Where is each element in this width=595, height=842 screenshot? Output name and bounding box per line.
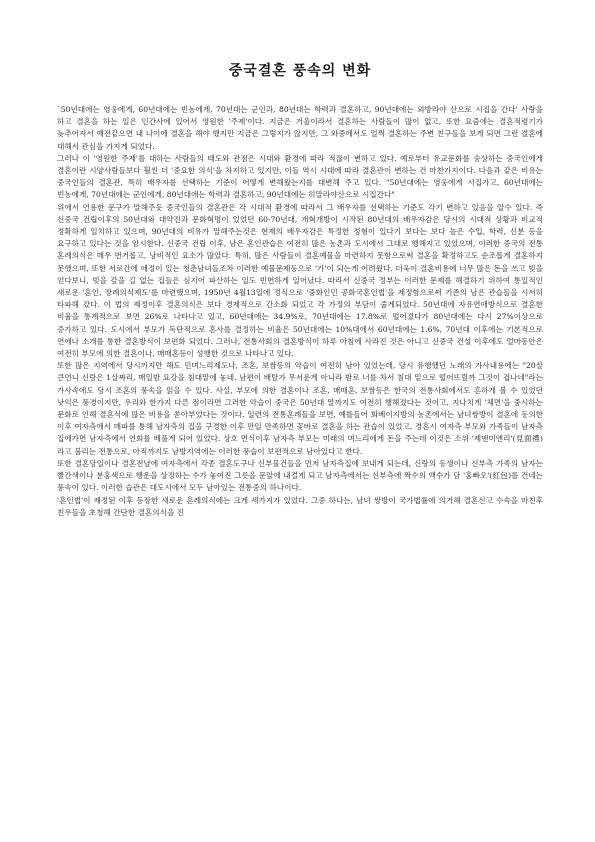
document-body [57,104,543,519]
paragraph: 그러나 이 '영원한 주제'를 대하는 사람들의 태도와 관점은 시대와 환경에 따라 적잖이 변하고 있다. 예로부터 유교문화를 숭상하는 중국인에게 결혼이란 시양사람들보다 훨씬 더 '중요한 의식'을 차지하고 있지만, 이들 역시 시대에 따라 결혼관이 변하는 건 마찬가지이다. 다음과 같은 비유는 중국인들의 결혼관, 특히 배우자를 선택하는 기준이 어떻게 변해왔는지를 대변해 주고 있다. "50년대에는 영웅에게 시집가고, 60년대에는 빈농에게, 70년대에는 군인에게, 80년대에는 학력과 결혼하고, 90년대에는 히말라야산으로 시집간다" [57,153,543,200]
document-title: 중국결혼 풍속의 변화 [228,63,372,79]
paragraph: `50년대에는 영웅에게, 60년대에는 빈농에게, 70년대는 군인과, 80년대는 학력과 결혼하고, 90년대에는 외방라야 산으로 시집을 간다' 사랑을 하고 결혼을 하는 일은 인간사에 있어서 영원한 '주제'이다. 지금은 거울이라서 결혼하는 사람들이 많이 없고, 또한 요즘에는 결혼적령기가 늦추어져서 예전같으면 내 나이에 결혼을 해야 했지만 지금은 그렇지가 않지만, 그 와중에서도 얼쩍 결혼하는 주변 친구들을 보게 되면 그런 결혼에 대해서 관심을 가지게 되었다. [57,105,543,151]
paragraph: 또한 결혼당일이나 결혼전날에 여자측에서 각종 결혼도구나 신부물건들을 먼저 남자측집에 보내게 되는데, 신랑의 동생이나 신부측 가족의 남자는 빨간색이나 분홍색으로 행운을 상징하는 수가 놓여진 그릇을 문앞에 내걸게 되고 남자측에서는 신부측에 짝수의 액수가 담 '홍빠오'(紅包)를 건네는 풍속이 있다. 이러한 습관은 대도시에서 모두 남아있는 전통중의 하나이다. [57,458,543,493]
paragraph: 위에서 언용한 문구가 말해주듯 중국인들의 결혼관은 각 시대적 환경에 따라서 그 배우자를 선택하는 기준도 각기 변하고 있음을 알수 있다. 즉 신중국 건립이후의 50년대와 대약진과 문화혁명이 있었던 60-70년대, 개혁개방이 시작된 80년대의 배우자감은 당시의 시대적 상황과 비교적 정확하게 일치하고 있으며, 90년대의 비유가 말해주는것은 현재의 배우자감은 특정한 정형이 있다기 보다는 보다 높은 수입, 학력, 신분 등을 요구하고 있다는 것을 암시한다. 신중국 건립 이후, 남은 혼인관습은 여전히 많은 농촌과 도시에서 그대로 행해지고 있었으며, 이러한 중국의 전통 혼례의식은 매우 번거롭고, 낭비적인 요소가 많았다. 특히, 많은 사람들이 결혼예물을 마련하지 못함으로써 결혼을 확정하고도 순조롭게 결혼하지 못했으며, 또한 서로간에 애정이 있는 청춘남녀들조차 이러한 예물문제등으로 '가'이 되는게 어려웠다. 더욱이 결혼비용에 너무 많은 돈을 쓰고 빚을 얻다보니, 빚을 갚을 길 없는 집들은 심지어 파산하는 일도 빈번하게 일어났다. 따라서 신중국 정부는 이러한 문제를 해결하기 위하여 통일적인 새로운 '혼인, 장례의식제도'를 마련했으며, 1950년 4월13일에 정식으로 '중화인민 공화국혼인법'을 제정함으로써 기존의 남은 관습들을 시서히 타파해 갔다. 이 법의 제정이후 결혼의식은 보다 경제적으로 간소화 되었고 각 가정의 부담이 줄게되었다. 50년대에 자유연애방식으로 결혼한 비율을 통계적으로 보면 26%로 나타나고 있고, 60년대에는 34.9%로, 70년대에는 17.8%로 떨어졌다가 80년대에는 다시 27%이상으로 증가하고 있다. 도시에서 부모가 독단적으로 혼사를 결정하는 비율은 50년대에는 10%대에서 60년대에는 1.6%, 70년대 이후에는 기본적으로 연애나 소개를 통한 결혼방식이 보편화 되었다. 그러나, 전통사회의 결혼방식이 하루 아침에 사라진 것은 아니고 신중국 건설 이후에도 얼마동안은 여전히 부모에 의한 결혼이나, 매매혼등이 성행한 것으로 나타나고 있다. [57,202,543,359]
paragraph: '혼인법'이 제정된 이후 등장한 새로운 혼례의식에는 크게 세가지가 있었다. 그중 하나는, 남녀 쌍방이 국가법률에 의거해 결혼신고 수속을 마친후 친우들을 초청해 간단한 결혼의식을 진 [57,495,543,517]
paragraph: 또한 많은 지역에서 당시까지만 해도 민며느리제도나, 조혼, 보쌈등의 악습이 여전히 남아 있었는데, 당시 유행했던 노래의 가사내용에는 "20살 큰언니 신랑은 1살짜리, 매일밤 요강을 침대맡에 놓네. 남편이 배탈가 무서운게 아니라 밤로 너를 차서 침대 밑으로 떨어뜨릴까 그것이 겁나네"라는 가사속에도 당시 조혼의 풍속을 읽을 수 있다. 사실, 부모에 의한 결혼이나 조혼, 매매혼, 보쌈등은 한국의 전통사회에서도 흔하게 볼 수 있었던 낫익은 풍경이지만, 우리와 한가지 다른 점이라면 그러한 악습이 중국은 50년대 말까지도 여전히 행해졌다는 것이고, 지나치게 '체면'을 중시하는 문화로 인해 결혼식에 많은 비용을 쏟아부었다는 것이다. 일련의 전통혼례들을 보면, 예를들어 회베이지방의 농촌에서는 남녀쌍방이 결혼에 동의한 이후 여자측에서 매파를 통해 남자측의 집을 구경한 이후 만일 만족하면 꽃바로 결혼을 하는 관습이 있었고, 경혼시 여자측 부모와 가족들이 남자측 집에가면 남자측에서 연회를 베풀게 되어 있었다. 상호 면식이후 남자측 부모는 미래의 며느리에게 돈을 주는데 이것은 소위 '제맨미앤리'(見面禮)라고 불리는 전통으로, 아직까지도 남방지역에는 이러한 풍습이 보편적으로 남아있다고 한다. [57,361,543,456]
